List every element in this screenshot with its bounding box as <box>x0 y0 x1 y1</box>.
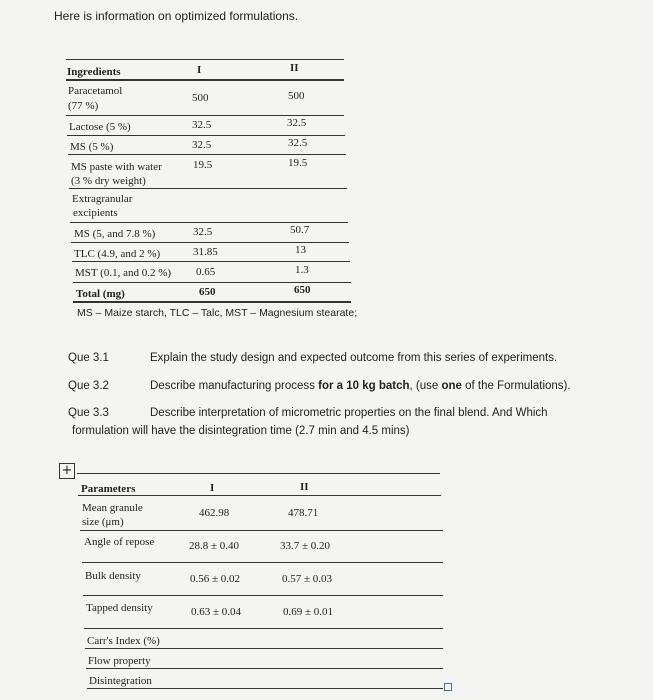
table1-header-rule <box>66 79 344 81</box>
table1-row-name: MS (5 %) <box>70 141 114 153</box>
table2-rule <box>82 562 443 563</box>
table1-bottom-rule <box>73 301 351 303</box>
table2-rule <box>86 668 443 669</box>
table2-top-rule <box>77 473 440 474</box>
table2-cell-ii: 33.7 ± 0.20 <box>280 540 331 552</box>
table1-total-label: Total (mg) <box>76 288 125 300</box>
table1-cell-ii: 19.5 <box>288 157 308 169</box>
table1-cell-i: 19.5 <box>193 159 213 171</box>
table1-header-ii: II <box>290 62 299 74</box>
table2-cell-i: 0.56 ± 0.02 <box>190 573 241 585</box>
table2-rule <box>83 595 443 596</box>
table1-rule <box>72 261 350 262</box>
table1-cell-i: 31.85 <box>193 246 218 258</box>
table2-row-name: Disintegration <box>89 675 152 687</box>
table1-row-name-sub: excipients <box>73 207 118 219</box>
table1-rule <box>67 135 345 136</box>
table2-row-name: Flow property <box>88 655 151 667</box>
table2-cell-ii: 0.57 ± 0.03 <box>282 573 333 585</box>
table1-row-name: Paracetamol <box>68 85 123 97</box>
table2-rule <box>84 628 443 629</box>
table1-row-name: MS paste with water <box>71 161 162 173</box>
question-text-emphasis: for a 10 kg batch <box>318 380 410 392</box>
question-text <box>150 380 571 392</box>
table1-rule <box>73 282 351 283</box>
table2-header-ii: II <box>300 481 309 493</box>
table1-row-name: Lactose (5 %) <box>69 121 131 133</box>
table2-row-name: Tapped density <box>86 602 153 614</box>
table1-header-ingredients: Ingredients <box>67 66 121 78</box>
table2-header-rule <box>78 495 441 496</box>
question-text-emphasis: one <box>441 380 462 392</box>
table2-cell-i: 28.8 ± 0.40 <box>189 540 240 552</box>
question-label: Que 3.3 <box>68 407 109 419</box>
table2-row-name: Carr's Index (%) <box>87 635 160 647</box>
question-text-cont: formulation will have the disintegration time (2.7 min and 4.5 mins) <box>72 425 410 437</box>
table2-cell-ii: 478.71 <box>288 507 319 519</box>
table2-row-name: Bulk density <box>85 570 141 582</box>
table2-cell-ii: 0.69 ± 0.01 <box>283 606 334 618</box>
table1-top-rule <box>66 59 344 60</box>
table2-bottom-rule <box>87 688 443 689</box>
table1-row-name-sub: (77 %) <box>68 100 99 112</box>
question-label: Que 3.2 <box>68 380 109 392</box>
table1-rule <box>68 154 346 155</box>
table2-rule <box>85 648 443 649</box>
plus-move-icon[interactable]: + <box>59 463 75 479</box>
table2-header-parameters: Parameters <box>81 483 136 495</box>
question-text-part: , (use <box>409 380 442 392</box>
table1-rule <box>71 242 349 243</box>
question-text-part: of the Formulations). <box>461 380 571 392</box>
question-label: Que 3.1 <box>68 352 109 364</box>
table2-row-name: Mean granule <box>82 502 143 514</box>
table1-cell-i: 32.5 <box>192 139 212 151</box>
table1-cell-ii: 13 <box>295 244 306 256</box>
table1-total-ii: 650 <box>294 284 311 296</box>
table2-cell-i: 462.98 <box>199 507 230 519</box>
table1-row-name: MST (0.1, and 0.2 %) <box>75 267 172 279</box>
resize-handle-icon[interactable] <box>444 683 452 691</box>
table1-rule <box>70 222 348 223</box>
table2-row-name: Angle of repose <box>84 536 155 548</box>
table1-cell-ii: 50.7 <box>290 224 310 236</box>
question-text: Explain the study design and expected outcome from this series of experiments. <box>150 352 558 364</box>
table2-row-name-sub: size (μm) <box>82 516 124 528</box>
table1-total-i: 650 <box>199 286 216 298</box>
table1-cell-i: 32.5 <box>193 226 213 238</box>
table1-rule <box>66 115 344 116</box>
table1-cell-ii: 500 <box>288 90 305 102</box>
table1-cell-ii: 1.3 <box>295 264 309 276</box>
table1-rule <box>69 188 347 189</box>
table1-cell-i: 32.5 <box>192 119 212 131</box>
table1-row-name: MS (5, and 7.8 %) <box>74 228 156 240</box>
table1-cell-ii: 32.5 <box>288 137 308 149</box>
table1-header-i: I <box>197 64 202 76</box>
table1-footnote: MS – Maize starch, TLC – Talc, MST – Magnesium stearate; <box>77 307 358 319</box>
table1-row-name: TLC (4.9, and 2 %) <box>74 248 161 260</box>
table1-row-name-sub: (3 % dry weight) <box>71 175 146 187</box>
question-text: Describe interpretation of micrometric properties on the final blend. And Which <box>150 407 548 419</box>
table1-cell-ii: 32.5 <box>287 117 307 129</box>
table1-cell-i: 0.65 <box>196 266 216 278</box>
question-text-part: Describe manufacturing process <box>150 380 319 392</box>
table2-header-i: I <box>210 482 215 494</box>
table2-rule <box>80 530 443 531</box>
table2-cell-i: 0.63 ± 0.04 <box>191 606 242 618</box>
table1-cell-i: 500 <box>192 92 209 104</box>
table1-row-name: Extragranular <box>72 193 133 205</box>
intro-text: Here is information on optimized formulations. <box>54 9 299 23</box>
